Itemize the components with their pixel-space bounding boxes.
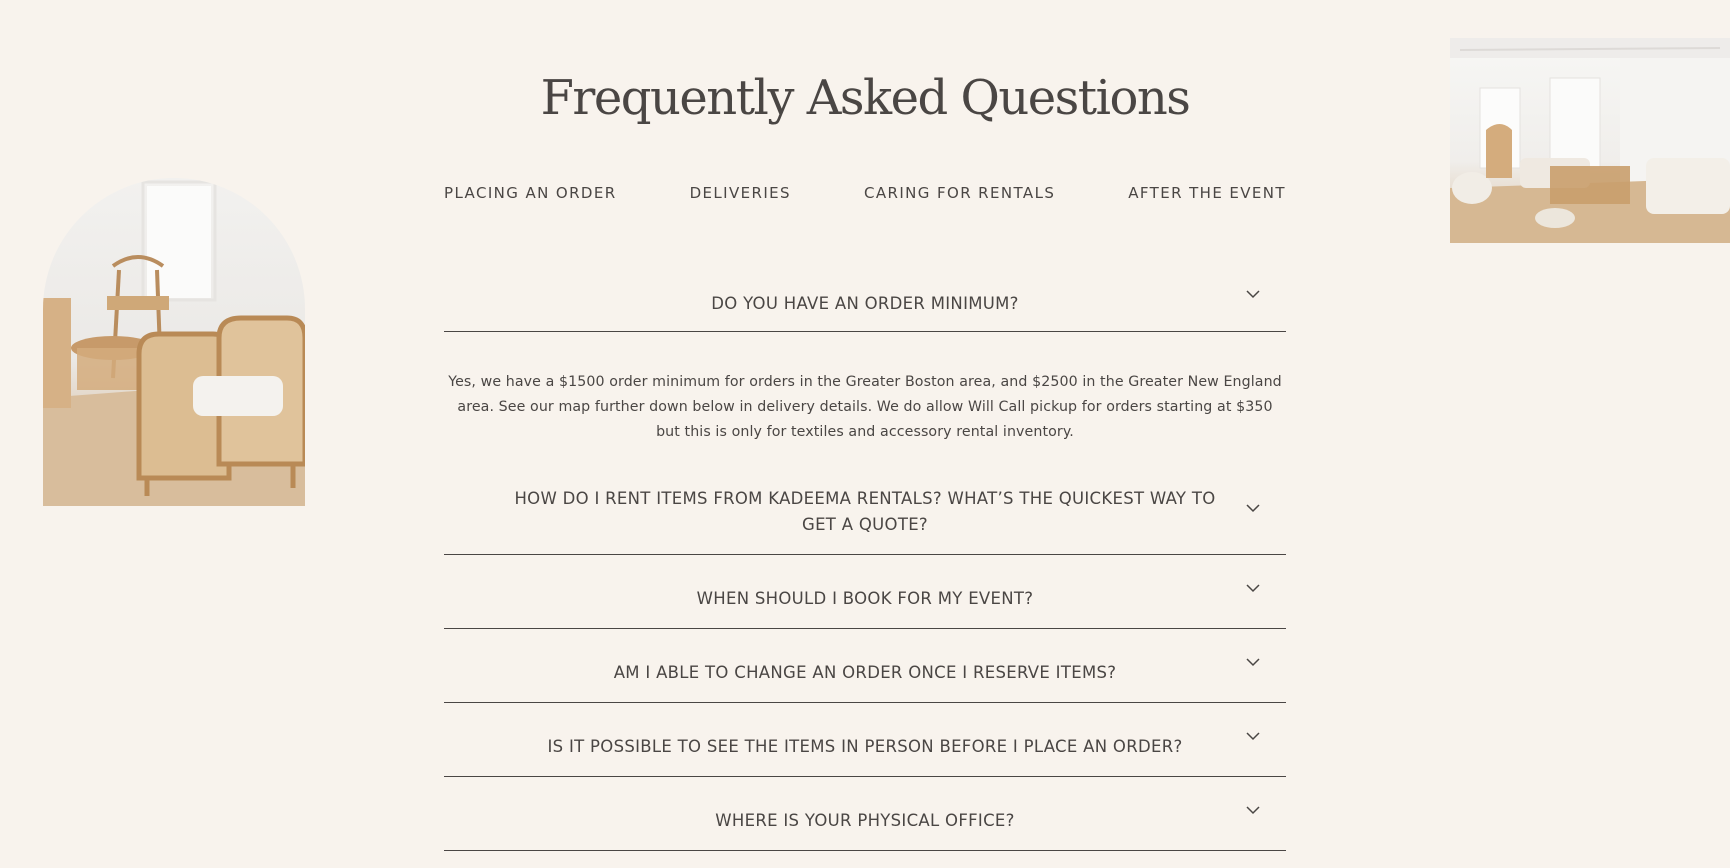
faq-item xyxy=(444,264,1286,469)
faq-question-toggle[interactable] xyxy=(444,555,1286,629)
faq-category-tabs xyxy=(444,184,1286,202)
faq-item xyxy=(444,629,1286,703)
showroom-photo xyxy=(1450,38,1730,243)
faq-accordion xyxy=(444,264,1286,851)
page-title: Frequently Asked Questions xyxy=(540,70,1190,126)
chevron-down-icon xyxy=(1246,289,1260,299)
chevron-down-icon xyxy=(1246,731,1260,741)
faq-item xyxy=(444,555,1286,629)
faq-item xyxy=(444,703,1286,777)
chevron-down-icon xyxy=(1246,583,1260,593)
faq-question-toggle[interactable] xyxy=(444,629,1286,703)
rattan-chairs-photo xyxy=(43,178,305,506)
faq-question: DO YOU HAVE AN ORDER MINIMUM? xyxy=(711,293,1019,313)
faq-item xyxy=(444,469,1286,555)
faq-question: AM I ABLE TO CHANGE AN ORDER ONCE I RESERVE ITEMS? xyxy=(613,662,1117,682)
faq-question: WHEN SHOULD I BOOK FOR MY EVENT? xyxy=(696,588,1034,608)
faq-question: IS IT POSSIBLE TO SEE THE ITEMS IN PERSON BEFORE I PLACE AN ORDER? xyxy=(547,736,1183,756)
tab-after-the-event[interactable]: AFTER THE EVENT xyxy=(1128,184,1286,202)
faq-question: WHERE IS YOUR PHYSICAL OFFICE? xyxy=(715,810,1015,830)
faq-question-toggle[interactable] xyxy=(444,264,1286,332)
chevron-down-icon xyxy=(1246,503,1260,513)
faq-question-toggle[interactable] xyxy=(444,703,1286,777)
tab-placing-an-order[interactable]: PLACING AN ORDER xyxy=(444,184,617,202)
chevron-down-icon xyxy=(1246,657,1260,667)
faq-item xyxy=(444,777,1286,851)
faq-question-toggle[interactable] xyxy=(444,777,1286,851)
chevron-down-icon xyxy=(1246,805,1260,815)
tab-caring-for-rentals[interactable]: CARING FOR RENTALS xyxy=(863,184,1056,202)
faq-answer: Yes, we have a $1500 order minimum for orders in the Greater Boston area, and $2500 in the Greater New England area. See our map further down below in delivery details. We do allow Will Call pickup for orders starting at $350 but this is only for textiles and accessory rental inventory. xyxy=(448,374,1282,440)
faq-question: HOW DO I RENT ITEMS FROM KADEEMA RENTALS? WHAT’S THE QUICKEST WAY TO GET A QUOTE? xyxy=(514,488,1216,534)
faq-question-toggle[interactable] xyxy=(444,469,1286,555)
tab-deliveries[interactable]: DELIVERIES xyxy=(689,184,791,202)
